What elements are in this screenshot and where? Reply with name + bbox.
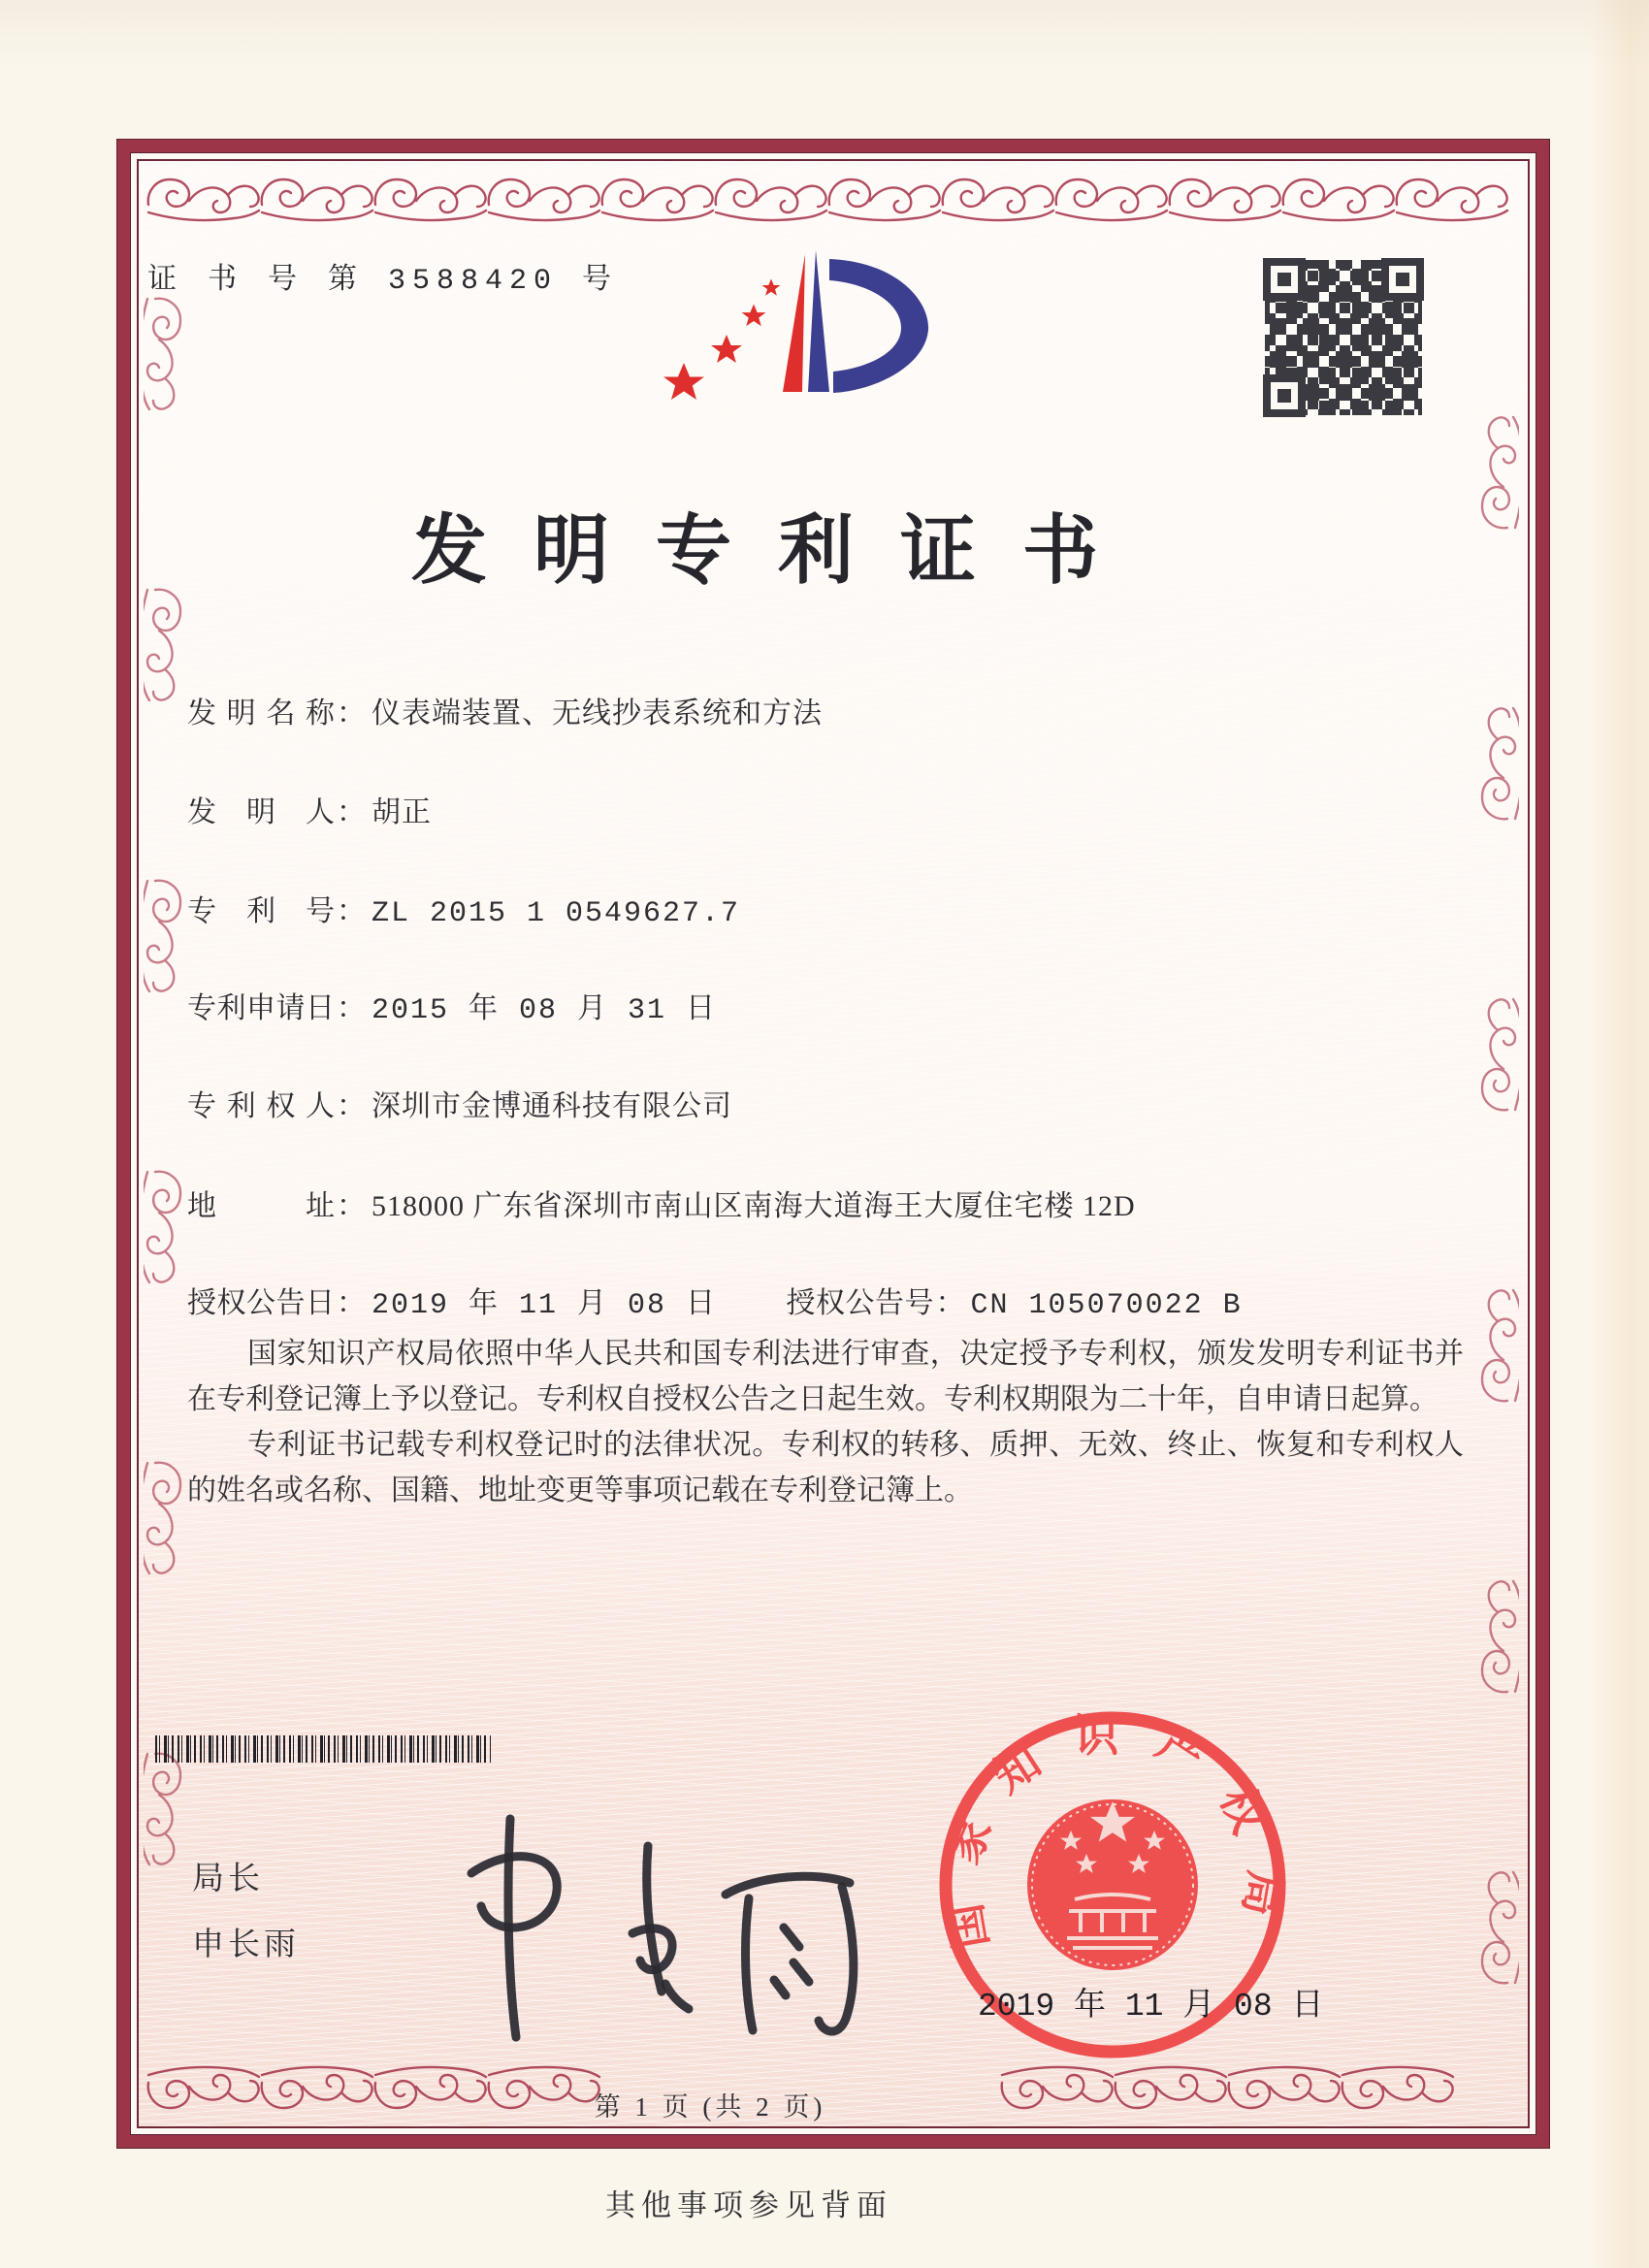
cnipa-patent-logo-icon [635, 206, 936, 400]
field-label: 发明名称 [187, 697, 335, 729]
field-row-grant: 授权公告日： 2019 年 11 月 08 日 授权公告号： CN 105070022 B [187, 1279, 1243, 1322]
field-label: 发明人 [187, 796, 335, 828]
field-row-inventor: 发明人： 胡正 [187, 788, 432, 830]
field-row-filing-date: 专利申请日： 2015 年 08 月 31 日 [187, 984, 717, 1027]
qr-code-icon [1265, 260, 1422, 415]
field-value: ZL 2015 1 0549627.7 [372, 897, 741, 930]
director-title-label: 局长 [192, 1862, 264, 1896]
certificate-number: 证 书 号 第 3588420 号 [147, 265, 619, 298]
legal-text-block [187, 1331, 1464, 1513]
field-label: 地址 [187, 1190, 335, 1222]
field-value: 2015 年 08 月 31 日 [372, 994, 718, 1027]
page-indicator: 第 1 页 (共 2 页) [594, 2092, 826, 2122]
field-grant-number: 授权公告号： CN 105070022 B [787, 1279, 1243, 1322]
seal-date: 2019 年 11 月 08 日 [978, 1989, 1324, 2025]
field-label: 专利申请日 [187, 992, 335, 1024]
legal-paragraph-1: 国家知识产权局依照中华人民共和国专利法进行审查，决定授予专利权，颁发发明专利证书并在专利登记簿上予以登记。专利权自授权公告之日起生效。专利权期限为二十年，自申请日起算。 [187, 1338, 1464, 1415]
qr-finder-icon [1263, 258, 1306, 301]
field-value: CN 105070022 B [970, 1289, 1243, 1322]
field-row-address: 地址： 518000 广东省深圳市南山区南海大道海王大厦住宅楼 12D [187, 1182, 1136, 1224]
back-side-note: 其他事项参见背面 [605, 2188, 892, 2222]
field-label: 专利号 [187, 895, 335, 927]
scan-shadow-top [0, 0, 1649, 68]
qr-finder-icon [1263, 374, 1306, 417]
field-value: 518000 广东省深圳市南山区南海大道海王大厦住宅楼 12D [372, 1190, 1136, 1222]
director-signature-icon [417, 1790, 883, 2052]
qr-finder-icon [1381, 258, 1424, 301]
seal-text: 国家知识产权局 [934, 1711, 1291, 1953]
field-value: 仪表端装置、无线抄表系统和方法 [372, 697, 823, 729]
field-value: 胡正 [372, 796, 432, 828]
field-row-invention-name: 发明名称： 仪表端装置、无线抄表系统和方法 [187, 689, 823, 731]
director-name: 申长雨 [192, 1928, 300, 1962]
field-row-patent-number: 专利号： ZL 2015 1 0549627.7 [187, 887, 740, 930]
barcode-icon [155, 1735, 491, 1763]
legal-paragraph-2: 专利证书记载专利权登记时的法律状况。专利权的转移、质押、无效、终止、恢复和专利权人的姓名或名称、国籍、地址变更等事项记载在专利登记簿上。 [187, 1429, 1464, 1507]
field-label: 授权公告日 [187, 1287, 335, 1319]
field-value: 深圳市金博通科技有限公司 [372, 1090, 732, 1122]
field-row-patentee: 专利权人： 深圳市金博通科技有限公司 [187, 1082, 732, 1124]
field-value: 2019 年 11 月 08 日 [372, 1289, 718, 1322]
certificate-title: 发明专利证书 [410, 508, 1145, 593]
field-label: 授权公告号 [786, 1287, 934, 1319]
field-label: 专利权人 [187, 1090, 335, 1122]
scan-shadow-right [1589, 0, 1649, 2268]
